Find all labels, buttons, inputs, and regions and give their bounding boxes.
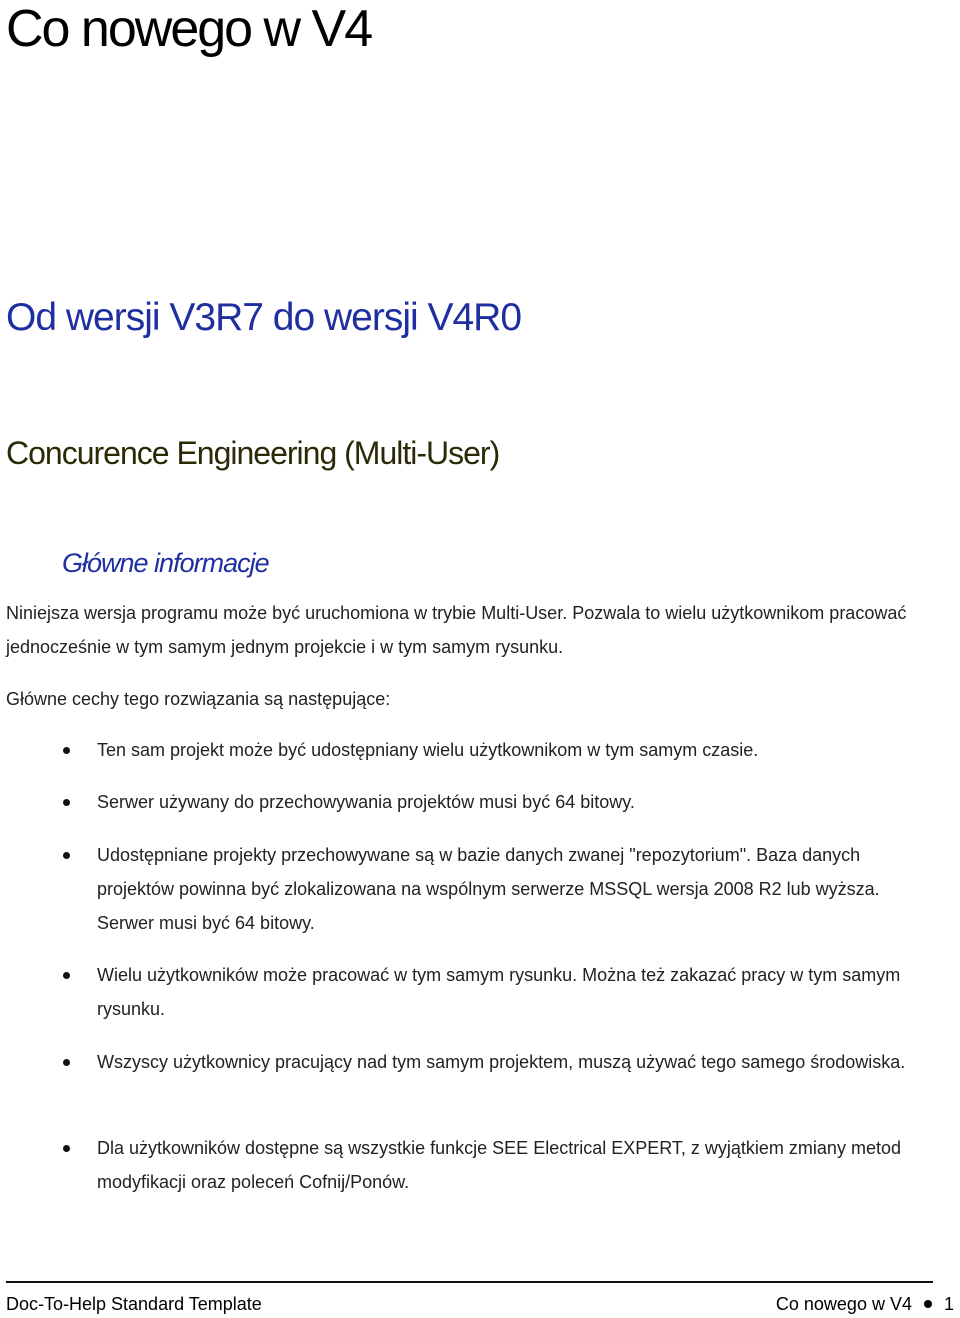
list-item-text: Udostępniane projekty przechowywane są w bazie danych zwanej "repozytorium". Baza danych projektów powinna być zlokalizowana na wspólnym serwerze MSSQL wersja 2008 R2 lub wyższa. Serwer musi być 64 bitowy. [97,845,880,933]
page-number: 1 [943,1294,954,1314]
bullet-icon [63,799,70,806]
list-item-text: Ten sam projekt może być udostępniany wielu użytkownikom w tym samym czasie. [97,740,759,760]
list-item-text: Wszyscy użytkownicy pracujący nad tym samym projektem, muszą używać tego samego środowiska. [97,1052,906,1072]
bullet-icon [63,852,70,859]
subsection-heading: Concurence Engineering (Multi-User) [6,435,500,471]
list-item-text: Dla użytkowników dostępne są wszystkie funkcje SEE Electrical EXPERT, z wyjątkiem zmiany metod modyfikacji oraz poleceń Cofnij/Ponów. [97,1138,901,1192]
bullet-icon [63,1145,70,1152]
document-title: Co nowego w V4 [6,0,372,58]
subsubsection-heading: Główne informacje [62,548,269,578]
footer-page-info [776,1290,954,1318]
footer-chapter: Co nowego w V4 [775,1294,912,1314]
intro-paragraph: Niniejsza wersja programu może być uruchomiona w trybie Multi-User. Pozwala to wielu użytkownikom pracować jednocześnie w tym samym jednym projekcie i w tym samym rysunku. [6,603,907,657]
bullet-icon [63,972,70,979]
footer-bullet-icon [924,1300,932,1308]
footer-divider [6,1281,933,1283]
section-heading: Od wersji V3R7 do wersji V4R0 [6,296,522,339]
bullet-icon [63,747,70,754]
footer-template-name: Doc-To-Help Standard Template [6,1294,262,1314]
list-item-text: Serwer używany do przechowywania projektów musi być 64 bitowy. [97,792,635,812]
features-intro-paragraph: Główne cechy tego rozwiązania są następujące: [6,689,391,709]
bullet-icon [63,1059,70,1066]
list-item-text: Wielu użytkowników może pracować w tym samym rysunku. Można też zakazać pracy w tym samym rysunku. [97,965,901,1019]
